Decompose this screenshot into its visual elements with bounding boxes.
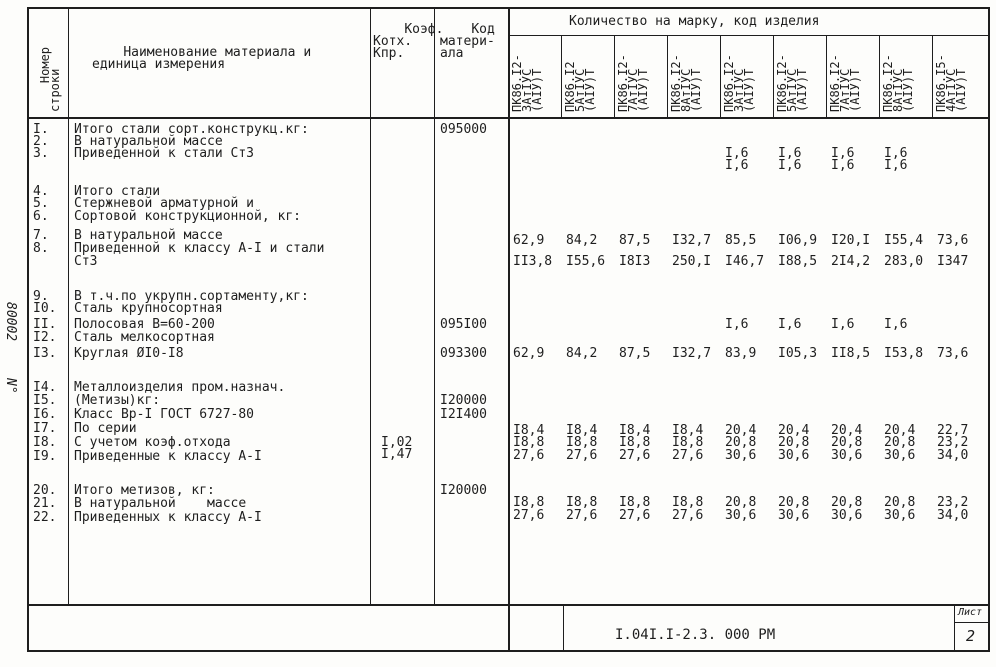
prod-sep-3 [667,35,668,118]
quantity-cell: 23,2 [937,435,969,450]
quantity-cell: I,6 [831,158,855,173]
quantity-cell: I,6 [725,158,749,173]
quantity-cell: 20,4 [831,423,863,438]
material-name: (Метизы)кг: [74,393,161,408]
row-number: 2. [33,134,49,149]
quantity-cell: 30,6 [831,448,863,463]
quantity-cell: I8,4 [566,423,598,438]
quantity-cell: I8,8 [513,495,545,510]
quantity-cell: I05,3 [778,346,818,361]
material-name: Полосовая В=60-200 [74,317,215,332]
row-number: 22. [33,510,57,525]
quantity-header: Количество на марку, код изделия [569,14,820,29]
quantity-cell: 85,5 [725,233,757,248]
quantity-cell: I8,8 [619,495,651,510]
row-number: I. [33,122,49,137]
quantity-cell: 34,0 [937,508,969,523]
prod-sep-6 [826,35,827,118]
quantity-cell: 27,6 [513,448,545,463]
quantity-cell: 27,6 [566,448,598,463]
quantity-cell: I,6 [778,146,802,161]
quantity-cell: I32,7 [672,233,712,248]
material-name: По серии [74,421,137,436]
quantity-cell: 20,8 [725,495,757,510]
quantity-cell: I,6 [831,317,855,332]
row-number: I6. [33,407,57,422]
frame-right [988,7,990,652]
row-number: I9. [33,449,57,464]
material-code: 095000 [440,122,487,137]
material-name: Ст3 [74,254,98,269]
quantity-cell: 27,6 [619,508,651,523]
col-sep-2 [370,7,371,605]
product-header-7: ПК86.I2- 7AтIУС (AIУ)Т [828,54,862,112]
frame-left [27,7,29,652]
row-number: II. [33,317,57,332]
quantity-cell: 30,6 [778,448,810,463]
sheet-box-mid [954,622,989,623]
quantity-cell: 27,6 [672,508,704,523]
material-code: 095I00 [440,317,487,332]
quantity-cell: I347 [937,254,969,269]
material-name: В натуральной массе [74,228,223,243]
product-header-9: ПК86.I5- 4AтIУС (AIУ)Т [934,54,968,112]
quantity-cell: I53,8 [884,346,924,361]
quantity-cell: I20,I [831,233,871,248]
row-number: 9. [33,289,49,304]
row-number: 20. [33,483,57,498]
col-sep-3 [434,7,435,605]
quantity-cell: 20,4 [884,423,916,438]
quantity-cell: I8,8 [566,435,598,450]
quantity-cell: 20,8 [884,435,916,450]
product-header-2: ПК86.I2 5AтIУС (AIУ)Т [563,61,597,112]
quantity-cell: I8,8 [672,435,704,450]
row-number: I3. [33,346,57,361]
row-number: I7. [33,421,57,436]
quantity-cell: 84,2 [566,346,598,361]
quantity-cell: I55,6 [566,254,606,269]
quantity-cell: 30,6 [778,508,810,523]
row-number: I8. [33,435,57,450]
quantity-cell: I,6 [884,317,908,332]
quantity-cell: 84,2 [566,233,598,248]
material-code: I20000 [440,483,487,498]
quantity-cell: I8,8 [672,495,704,510]
quantity-cell: I46,7 [725,254,765,269]
quantity-cell: 20,4 [778,423,810,438]
quantity-cell: II8,5 [831,346,871,361]
quantity-cell: 20,8 [831,495,863,510]
title-block-sep [563,605,564,651]
quantity-cell: 30,6 [884,448,916,463]
prod-sep-1 [561,35,562,118]
quantity-cell: I8,8 [566,495,598,510]
product-header-5: ПК86.I2- 3AтIУС (AIУ)Т [722,54,756,112]
quantity-cell: 87,5 [619,233,651,248]
material-name: В натуральной массе [74,496,247,511]
material-name: Стержневой арматурной и [74,196,255,211]
document-code: I.04I.I-2.3. 000 РМ [615,627,776,643]
row-number: 7. [33,228,49,243]
row-number: I5. [33,393,57,408]
quantity-cell: I8,8 [619,435,651,450]
quantity-cell: 30,6 [884,508,916,523]
material-name: Класс Вр-I ГОСТ 6727-80 [74,407,255,422]
quantity-cell: I,6 [778,158,802,173]
quantity-cell: 34,0 [937,448,969,463]
quantity-cell: II3,8 [513,254,553,269]
prod-sep-4 [720,35,721,118]
quantity-cell: 250,I [672,254,712,269]
material-code: 093300 [440,346,487,361]
prod-sep-8 [932,35,933,118]
quantity-cell: 87,5 [619,346,651,361]
material-name: Приведенных к классу А-I [74,510,262,525]
row-number: 4. [33,184,49,199]
material-name: В натуральной массе [74,134,223,149]
material-name: Приведенные к классу А-I [74,449,262,464]
row-number-header: Номер строки [38,46,62,112]
material-name: С учетом коэф.отхода [74,435,231,450]
sheet-label: Лист [958,607,983,618]
quantity-cell: 62,9 [513,233,545,248]
row-number: 8. [33,241,49,256]
material-name: Круглая ØI0-I8 [74,346,184,361]
material-name: Приведенной к классу А-I и стали [74,241,325,256]
quantity-cell: I,6 [831,146,855,161]
quantity-cell: I,6 [725,317,749,332]
quantity-cell: 30,6 [831,508,863,523]
quantity-cell: 30,6 [725,448,757,463]
quantity-cell: 27,6 [619,448,651,463]
material-code: I20000 [440,393,487,408]
quantity-cell: 283,0 [884,254,924,269]
quantity-cell: 23,2 [937,495,969,510]
quantity-cell: I,6 [884,146,908,161]
material-name: Сталь мелкосортная [74,330,215,345]
material-name: Металлоизделия пром.назнач. [74,380,286,395]
row-number: 21. [33,496,57,511]
material-header: Наименование материала и единица измерения [92,45,312,72]
quantity-cell: 62,9 [513,346,545,361]
quantity-cell: 73,6 [937,233,969,248]
quantity-cell: I8,4 [513,423,545,438]
inventory-number: 80002 [3,302,18,342]
product-header-3: ПК86.I2- 7AтIУС (AIУ)Т [616,54,650,112]
quantity-cell: 20,4 [725,423,757,438]
quantity-cell: 20,8 [725,435,757,450]
quantity-cell: 20,8 [831,435,863,450]
quantity-cell: 20,8 [884,495,916,510]
quantity-cell: I55,4 [884,233,924,248]
row-number: I4. [33,380,57,395]
quantity-cell: 30,6 [725,508,757,523]
quantity-cell: I8,4 [672,423,704,438]
quantity-cell: 27,6 [513,508,545,523]
quantity-cell: I8,8 [513,435,545,450]
code-header: Код матери- ала [440,22,495,61]
margin-mark: N° [3,378,18,394]
material-name: В т.ч.по укрупн.сортаменту,кг: [74,289,309,304]
quantity-cell: 22,7 [937,423,969,438]
qty-title-rule [508,35,990,36]
quantity-cell: I8I3 [619,254,651,269]
product-header-4: ПК86.I2- 8AтIУС (AIУ)Т [669,54,703,112]
product-header-1: ПК86.I2- 3AтIУС (AIУ)Т [510,54,544,112]
material-name: Приведенной к стали Ст3 [74,146,255,161]
quantity-cell: 20,8 [778,435,810,450]
prod-sep-5 [773,35,774,118]
row-number: 5. [33,196,49,211]
sheet-number: 2 [966,627,976,645]
material-name: Сталь крупносортная [74,301,223,316]
quantity-cell: I,6 [725,146,749,161]
quantity-cell: I32,7 [672,346,712,361]
coef-header: Коэф. Котх. Кпр. [373,22,444,61]
quantity-cell: I,6 [778,317,802,332]
sheet-box-left [954,605,955,651]
material-name: Итого метизов, кг: [74,483,215,498]
material-name: Сортовой конструкционной, кг: [74,209,301,224]
coef-value: I,02 [381,435,413,450]
quantity-cell: I8,4 [619,423,651,438]
quantity-cell: I88,5 [778,254,818,269]
quantity-cell: 83,9 [725,346,757,361]
quantity-cell: 2I4,2 [831,254,871,269]
quantity-cell: 27,6 [672,448,704,463]
quantity-cell: 73,6 [937,346,969,361]
prod-sep-2 [614,35,615,118]
product-header-6: ПК86.I2- 5AтIУС (AIУ)Т [775,54,809,112]
row-number: 6. [33,209,49,224]
row-number: 3. [33,146,49,161]
quantity-cell: 27,6 [566,508,598,523]
row-number: I0. [33,301,57,316]
material-code: I2I400 [440,407,487,422]
material-name: Итого стали сорт.конструкц.кг: [74,122,309,137]
quantity-cell: I06,9 [778,233,818,248]
product-header-8: ПК86.I2- 8AтIУС (AIУ)Т [881,54,915,112]
quantity-cell: I,6 [884,158,908,173]
row-number: I2. [33,330,57,345]
quantity-cell: 20,8 [778,495,810,510]
coef-value: I,47 [381,447,413,462]
prod-sep-7 [879,35,880,118]
material-name: Итого стали [74,184,161,199]
